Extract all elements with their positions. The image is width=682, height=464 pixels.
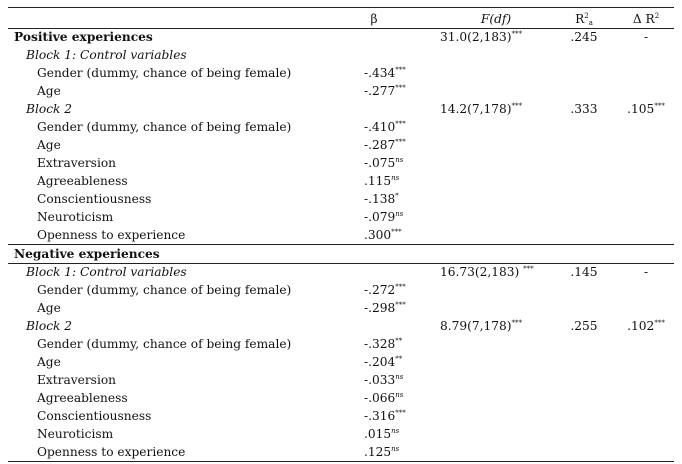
positive-block2-label: Block 2 <box>26 102 73 116</box>
variable-label: Conscientiousness <box>37 409 152 423</box>
variable-label: Neuroticism <box>37 427 114 441</box>
table-row <box>0 371 682 389</box>
negative-block1-r2a: .145 <box>570 265 598 279</box>
beta-value: .300*** <box>364 228 402 242</box>
variable-label: Conscientiousness <box>37 192 152 206</box>
table-row <box>0 389 682 407</box>
beta-value: -.277*** <box>364 84 406 98</box>
table-row <box>0 443 682 461</box>
positive-block1-label: Block 1: Control variables <box>26 48 187 62</box>
positive-r2a: .245 <box>570 30 598 44</box>
negative-block2-r2a: .255 <box>570 319 598 333</box>
table-row <box>0 64 682 82</box>
beta-value: $.125^{ns}$ <box>364 445 400 459</box>
beta-value: $.115^{ns}$ <box>364 174 400 188</box>
variable-label: Gender (dummy, chance of being female) <box>37 283 292 297</box>
negative-block2-row <box>0 317 682 335</box>
positive-block2-row <box>0 100 682 118</box>
beta-value: -.287*** <box>364 138 406 152</box>
variable-label: Gender (dummy, chance of being female) <box>37 337 292 351</box>
header-f-df: F(df) <box>480 12 512 26</box>
variable-label: Openness to experience <box>37 228 186 242</box>
variable-label: Agreeableness <box>37 391 128 405</box>
negative-block2-f-value: 8.79(7,178)*** <box>440 319 523 333</box>
positive-block2-r2a: .333 <box>570 102 598 116</box>
variable-label: Extraversion <box>37 373 117 387</box>
table-row <box>0 190 682 208</box>
positive-f-value: 31.0(2,183)*** <box>440 30 523 44</box>
table-row <box>0 82 682 100</box>
table-row <box>0 281 682 299</box>
beta-value: -.316*** <box>364 409 406 423</box>
beta-value: -.272*** <box>364 283 406 297</box>
beta-value: $.015^{ns}$ <box>364 427 400 441</box>
beta-value: -.434*** <box>364 66 406 80</box>
beta-value: $-.066^{ns}$ <box>364 391 404 405</box>
header-delta-r2: Δ $R^2$ <box>632 12 660 26</box>
variable-label: Openness to experience <box>37 445 186 459</box>
beta-value: $-.079^{ns}$ <box>364 210 404 224</box>
positive-delta-r2: - <box>643 30 649 44</box>
table-row <box>0 136 682 154</box>
bottom-rule <box>8 461 674 462</box>
beta-value: -.298*** <box>364 301 406 315</box>
negative-block1-row <box>0 263 682 281</box>
variable-label: Age <box>37 301 61 315</box>
negative-block1-f-value: 16.73(2,183) *** <box>440 265 534 279</box>
negative-block2-delta-r2: .102*** <box>627 319 665 333</box>
beta-value: -.138* <box>364 192 399 206</box>
beta-value: $-.033^{ns}$ <box>364 373 404 387</box>
variable-label: Extraversion <box>37 156 117 170</box>
positive-section-row <box>0 28 682 46</box>
variable-label: Age <box>37 355 61 369</box>
variable-label: Agreeableness <box>37 174 128 188</box>
variable-label: Neuroticism <box>37 210 114 224</box>
table-row <box>0 353 682 371</box>
variable-label: Gender (dummy, chance of being female) <box>37 120 292 134</box>
positive-block2-f-value: 14.2(7,178)*** <box>440 102 523 116</box>
beta-value: -.204** <box>364 355 403 369</box>
positive-block2-delta-r2: .105*** <box>627 102 665 116</box>
table-row <box>0 154 682 172</box>
negative-section-row <box>0 245 682 263</box>
table-row <box>0 335 682 353</box>
table-row <box>0 172 682 190</box>
variable-label: Gender (dummy, chance of being female) <box>37 66 292 80</box>
header-beta: β <box>370 12 378 26</box>
header-r2a: $R^2_a$ <box>575 12 593 27</box>
negative-block2-label: Block 2 <box>26 319 73 333</box>
table-row <box>0 425 682 443</box>
table-row <box>0 118 682 136</box>
table-row <box>0 407 682 425</box>
beta-value: -.410*** <box>364 120 406 134</box>
table-row <box>0 299 682 317</box>
positive-section-title: Positive experiences <box>14 30 153 44</box>
positive-block1-row <box>0 46 682 64</box>
header-row <box>0 10 682 28</box>
negative-section-title: Negative experiences <box>14 247 160 261</box>
table-row <box>0 226 682 244</box>
table-row <box>0 208 682 226</box>
variable-label: Age <box>37 84 61 98</box>
negative-block1-label: Block 1: Control variables <box>26 265 187 279</box>
top-rule <box>8 7 674 8</box>
beta-value: $-.075^{ns}$ <box>364 156 404 170</box>
beta-value: -.328** <box>364 337 403 351</box>
variable-label: Age <box>37 138 61 152</box>
negative-block1-delta-r2: - <box>643 265 649 279</box>
